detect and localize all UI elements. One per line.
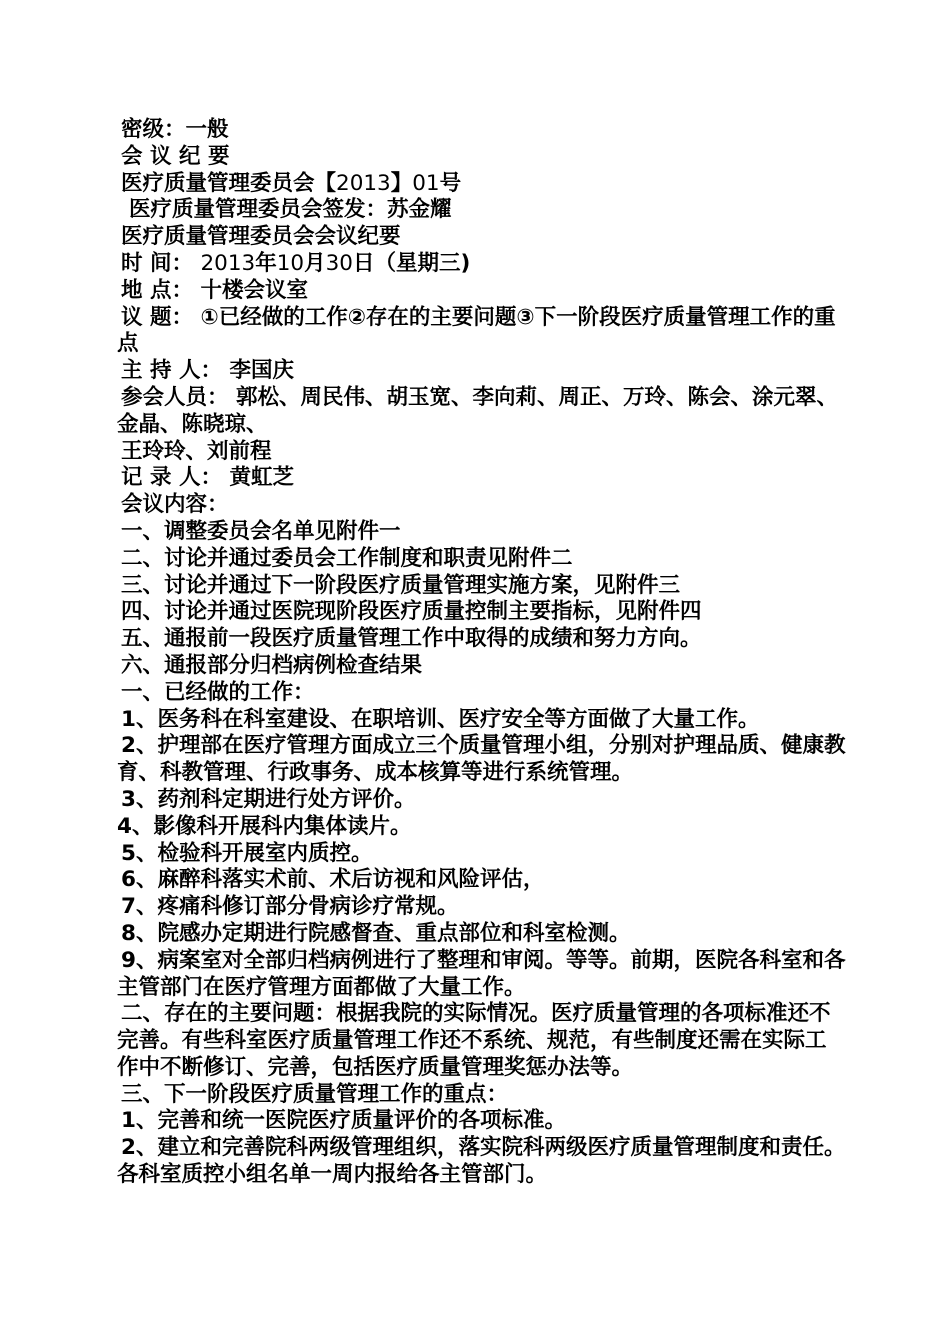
- done-item: 6、麻醉科落实术前、术后访视和风险评估，: [121, 867, 545, 893]
- done-item: 8、院感办定期进行院感督查、重点部位和科室检测。: [121, 920, 631, 946]
- doc-number-year: 2013: [336, 170, 391, 196]
- meeting-host: [117, 358, 847, 385]
- place-label: 地 点：: [121, 277, 193, 303]
- doc-number-suffix: 号: [439, 170, 462, 196]
- done-item: [117, 948, 847, 1002]
- meeting-attendees: [117, 385, 847, 439]
- agenda-item: 四、讨论并通过医院现阶段医疗质量控制主要指标，见附件四: [121, 599, 702, 625]
- document-title: 医疗质量管理委员会会议纪要: [121, 224, 401, 250]
- done-item: 3、药剂科定期进行处方评价。: [121, 786, 416, 812]
- topic-value: ①已经做的工作②存在的主要问题③下一阶段医疗质量管理工作的重点: [117, 304, 836, 357]
- next-item: [117, 1135, 847, 1189]
- done-heading: 一、已经做的工作：: [121, 679, 315, 705]
- meeting-place: [117, 278, 847, 305]
- recorder-value: 黄虹芝: [229, 465, 294, 491]
- host-value: 李国庆: [229, 358, 294, 384]
- next-item-text: 2、建立和完善院科两级管理组织，落实院科两级医疗质量管理制度和责任。各科室质控小组名单一周内报给各主管部门。: [117, 1135, 846, 1188]
- time-month-unit: 月: [304, 250, 326, 276]
- problems-paragraph: [117, 1001, 847, 1081]
- time-label: 时 间：: [121, 250, 193, 276]
- signer-line: 医疗质量管理委员会签发：苏金耀: [129, 197, 452, 223]
- done-item: 1、医务科在科室建设、在职培训、医疗安全等方面做了大量工作。: [121, 706, 760, 732]
- next-item: 1、完善和统一医院医疗质量评价的各项标准。: [121, 1108, 566, 1134]
- done-item: 4、影像科开展科内集体读片。: [117, 813, 412, 839]
- time-day-unit: 日（星期三): [352, 250, 471, 276]
- topic-label: 议 题：: [121, 304, 193, 330]
- host-label: 主 持 人：: [121, 358, 222, 384]
- meeting-time: [117, 251, 847, 278]
- time-day: 30: [325, 250, 353, 276]
- attendees-continued: 王玲玲、刘前程: [121, 438, 272, 464]
- recorder-label: 记 录 人：: [121, 465, 222, 491]
- classification-label: 密级：一般: [121, 117, 229, 142]
- time-year-unit: 年: [255, 250, 277, 276]
- document-body: [117, 117, 847, 1189]
- agenda-item: 三、讨论并通过下一阶段医疗质量管理实施方案，见附件三: [121, 572, 681, 598]
- attendees-list: 郭松、周民伟、胡玉宽、李向莉、周正、万玲、陈会、涂元翠、金晶、陈晓琼、: [117, 384, 839, 437]
- meeting-recorder: [117, 465, 847, 492]
- next-heading: 三、下一阶段医疗质量管理工作的重点：: [121, 1081, 509, 1107]
- doc-number-num: 01: [412, 170, 440, 196]
- doc-number-bracket: 】: [390, 170, 413, 196]
- done-item-text: 9、病案室对全部归档病例进行了整理和审阅。等等。前期，医院各科室和各主管部门在医疗管理方面都做了大量工作。: [117, 947, 846, 1000]
- time-year: 2013: [200, 250, 256, 276]
- agenda-item: 二、讨论并通过委员会工作制度和职责见附件二: [121, 545, 573, 571]
- doc-number-prefix: 医疗质量管理委员会【: [121, 170, 337, 196]
- agenda-item: 一、调整委员会名单见附件一: [121, 518, 401, 544]
- document-number: [117, 171, 847, 198]
- done-item-text: 2、护理部在医疗管理方面成立三个质量管理小组，分别对护理品质、健康教育、科教管理、行政事务、成本核算等进行系统管理。: [117, 733, 846, 786]
- done-item: 7、疼痛科修订部分骨病诊疗常规。: [121, 894, 459, 920]
- agenda-item: 六、通报部分归档病例检查结果: [121, 652, 423, 678]
- place-value: 十楼会议室: [200, 277, 309, 303]
- done-item: [117, 733, 847, 787]
- problems-text: 二、存在的主要问题：根据我院的实际情况。医疗质量管理的各项标准还不完善。有些科室医疗质量管理工作还不系统、规范，有些制度还需在实际工作中不断修订、完善，包括医疗质量管理奖惩办法等。: [117, 1001, 831, 1080]
- time-month: 10: [276, 250, 305, 276]
- content-heading: 会议内容：: [121, 492, 229, 518]
- document-type: 会 议 纪 要: [121, 143, 230, 169]
- agenda-item: 五、通报前一段医疗质量管理工作中取得的成绩和努力方向。: [121, 626, 702, 652]
- done-item: 5、检验科开展室内质控。: [121, 840, 373, 866]
- meeting-topic: [117, 305, 847, 359]
- attendees-label: 参会人员：: [121, 384, 229, 410]
